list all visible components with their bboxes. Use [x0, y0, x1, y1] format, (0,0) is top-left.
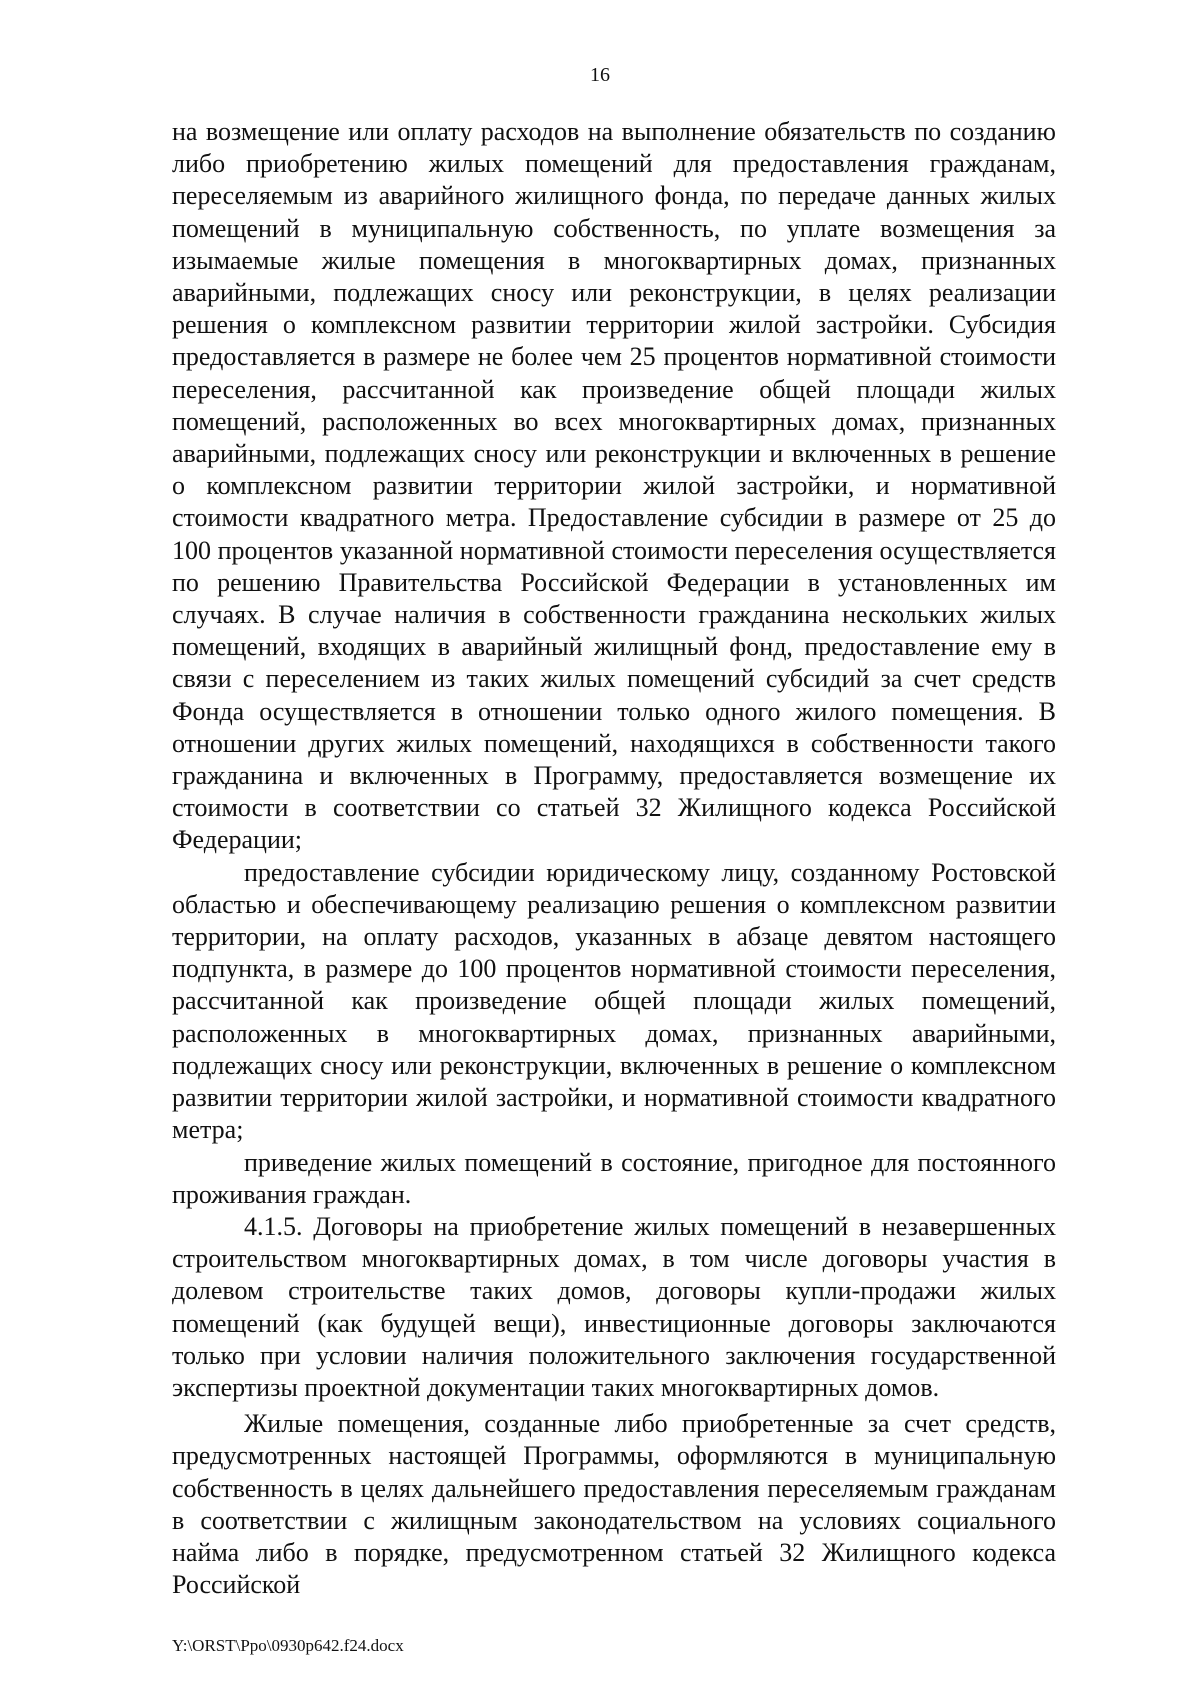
- document-file-path: Y:\ORST\Ppo\0930p642.f24.docx: [172, 1636, 404, 1655]
- page-number: 16: [590, 64, 610, 86]
- paragraph-subsidy-fund: на возмещение или оплату расходов на выполнение обязательств по созданию либо приобретению жилых помещений для предоставления гражданам, переселяемым из аварийного жилищного фонда, по передаче данных жилых помещений в муниципальную собственность, по уплате возмещения за изымаемые жилые помещения в многоквартирных домах, признанных аварийными, подлежащих сносу или реконструкции, в целях реализации решения о комплексном развитии территории жилой застройки. Субсидия предоставляется в размере не более чем 25 процентов нормативной стоимости переселения, рассчитанной как произведение общей площади жилых помещений, расположенных во всех многоквартирных домах, признанных аварийными, подлежащих сносу или реконструкции и включенных в решение о комплексном развитии территории жилой застройки, и нормативной стоимости квадратного метра. Предоставление субсидии в размере от 25 до 100 процентов указанной нормативной стоимости переселения осуществляется по решению Правительства Российской Федерации в установленных им случаях. В случае наличия в собственности гражданина нескольких жилых помещений, входящих в аварийный жилищный фонд, предоставление ему в связи с переселением из таких жилых помещений субсидий за счет средств Фонда осуществляется в отношении только одного жилого помещения. В отношении других жилых помещений, находящихся в собственности такого гражданина и включенных в Программу, предоставляется возмещение их стоимости в соответствии со статьей 32 Жилищного кодекса Российской Федерации;: [172, 117, 1056, 855]
- paragraph-housing-repair: приведение жилых помещений в состояние, пригодное для постоянного проживания граждан.: [172, 1147, 1056, 1209]
- paragraph-section-4-1-5: 4.1.5. Договоры на приобретение жилых помещений в незавершенных строительством многоквартирных домах, в том числе договоры участия в долевом строительстве таких домов, договоры купли-продажи жилых помещений (как будущей вещи), инвестиционные договоры заключаются только при условии наличия положительного заключения государственной экспертизы проектной документации таких многоквартирных домов.: [172, 1211, 1056, 1402]
- document-body: [172, 116, 1056, 1601]
- paragraph-municipal-ownership: Жилые помещения, созданные либо приобретенные за счет средств, предусмотренных настоящей Программы, оформляются в муниципальную собственность в целях дальнейшего предоставления переселяемым гражданам в соответствии с жилищным законодательством на условиях социального найма либо в порядке, предусмотренном статьей 32 Жилищного кодекса Российской: [172, 1409, 1056, 1600]
- paragraph-subsidy-legal-entity: предоставление субсидии юридическому лицу, созданному Ростовской областью и обеспечивающему реализацию решения о комплексном развитии территории, на оплату расходов, указанных в абзаце девятом настоящего подпункта, в размере до 100 процентов нормативной стоимости переселения, рассчитанной как произведение общей площади жилых помещений, расположенных в многоквартирных домах, признанных аварийными, подлежащих сносу или реконструкции, включенных в решение о комплексном развитии территории жилой застройки, и нормативной стоимости квадратного метра;: [172, 857, 1056, 1145]
